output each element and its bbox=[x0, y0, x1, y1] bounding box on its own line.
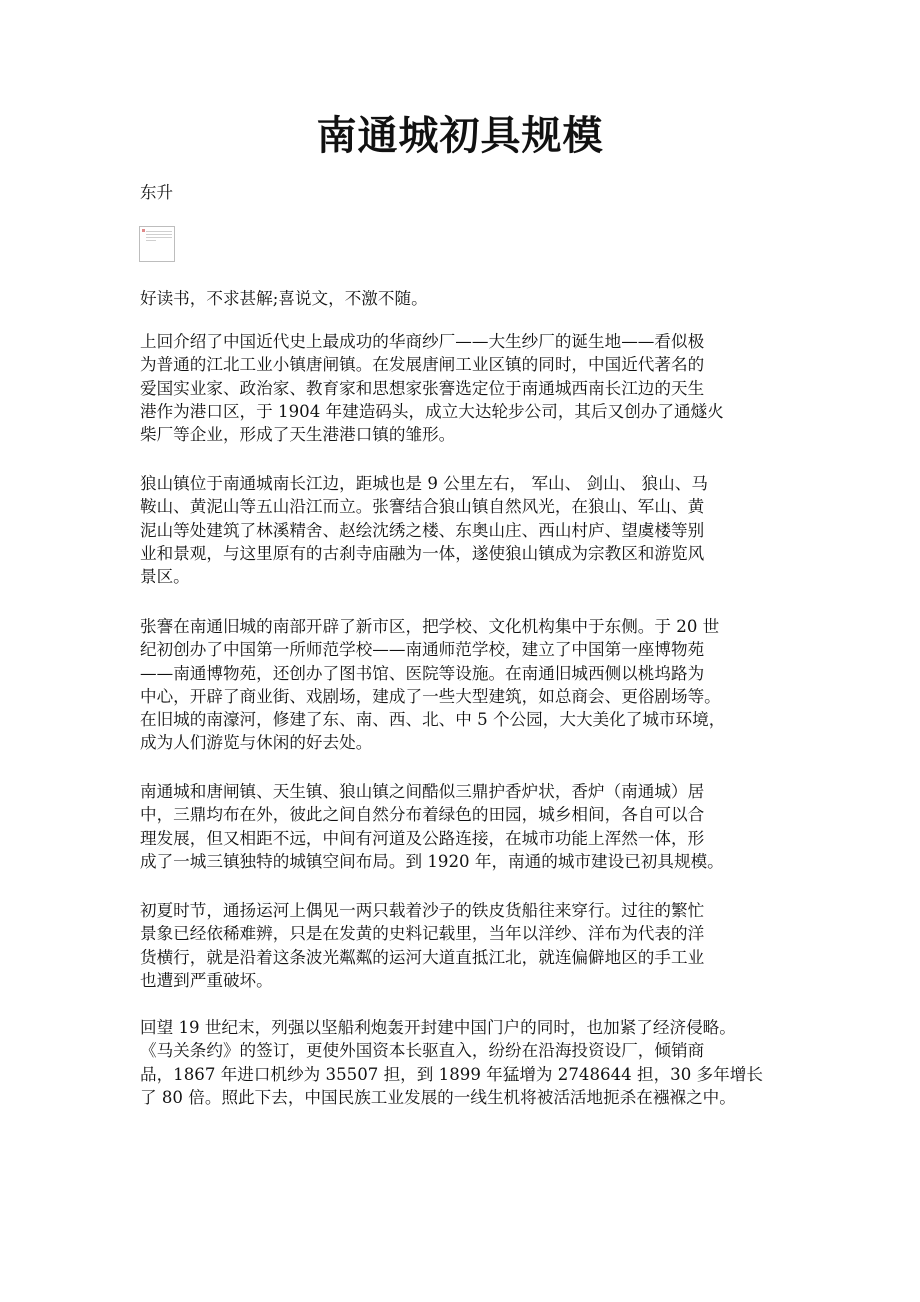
document-title: 南通城初具规模 bbox=[316, 113, 604, 159]
text-line: 上回介绍了中国近代史上最成功的华商纱厂——大生纱厂的诞生地——看似极 bbox=[140, 332, 705, 351]
text-line: 理发展，但又相距不远，中间有河道及公路连接，在城市功能上浑然一体，形 bbox=[140, 828, 705, 848]
text-line: 品，1867 年进口机纱为 35507 担，到 1899 年猛增为 2748644 担，30 多年增长 bbox=[140, 1064, 763, 1084]
text-line: 柴厂等企业，形成了天生港港口镇的雏形。 bbox=[140, 425, 456, 445]
text-line: 了 80 倍。照此下去，中国民族工业发展的一线生机将被活活地扼杀在襁褓之中。 bbox=[140, 1087, 736, 1107]
text-line: 纪初创办了中国第一所师范学校——南通师范学校，建立了中国第一座博物苑 bbox=[140, 640, 705, 660]
paragraph-2 bbox=[140, 472, 820, 588]
text-line: 成为人们游览与休闲的好去处。 bbox=[140, 733, 373, 753]
text-line: 鞍山、黄泥山等五山沿江而立。张謇结合狼山镇自然风光，在狼山、军山、黄 bbox=[140, 497, 705, 517]
text-line: 景象已经依稀难辨，只是在发黄的史料记载里，当年以洋纱、洋布为代表的洋 bbox=[140, 924, 705, 944]
text-line: 货横行，就是沿着这条波光粼粼的运河大道直抵江北，就连偏僻地区的手工业 bbox=[140, 947, 705, 967]
text-line: 狼山镇位于南通城南长江边，距城也是 9 公里左右， 军山、 剑山、 狼山、马 bbox=[140, 474, 708, 493]
broken-image-icon bbox=[142, 229, 145, 232]
author-name: 东升 bbox=[140, 183, 173, 202]
paragraph-4 bbox=[140, 780, 820, 873]
text-line: 中心，开辟了商业街、戏剧场，建成了一些大型建筑，如总商会、更俗剧场等。 bbox=[140, 686, 721, 706]
text-line: 也遭到严重破坏。 bbox=[140, 970, 273, 990]
text-line: 成了一城三镇独特的城镇空间布局。到 1920 年，南通的城市建设已初具规模。 bbox=[140, 851, 724, 871]
text-line: 张謇在南通旧城的南部开辟了新市区，把学校、文化机构集中于东侧。于 20 世 bbox=[140, 617, 720, 636]
text-line: 回望 19 世纪末，列强以坚船利炮轰开封建中国门户的同时，也加紧了经济侵略。 bbox=[140, 1018, 736, 1037]
text-line: 中，三鼎均布在外，彼此之间自然分布着绿色的田园，城乡相间，各自可以合 bbox=[140, 805, 705, 825]
paragraph-3 bbox=[140, 615, 820, 755]
paragraph-1 bbox=[140, 330, 820, 446]
text-line: 景区。 bbox=[140, 567, 190, 587]
paragraph-6 bbox=[140, 1016, 820, 1109]
text-line: 初夏时节，通扬运河上偶见一两只载着沙子的铁皮货船往来穿行。过往的繁忙 bbox=[140, 901, 705, 920]
text-line: 好读书，不求甚解;喜说文，不激不随。 bbox=[140, 289, 428, 308]
text-line: 在旧城的南濠河，修建了东、南、西、北、中 5 个公园，大大美化了城市环境， bbox=[140, 710, 726, 730]
text-line: ——南通博物苑，还创办了图书馆、医院等设施。在南通旧城西侧以桃坞路为 bbox=[140, 663, 705, 683]
text-line: 南通城和唐闸镇、天生镇、狼山镇之间酷似三鼎护香炉状，香炉（南通城）居 bbox=[140, 782, 705, 801]
text-line: 爱国实业家、政治家、教育家和思想家张謇选定位于南通城西南长江边的天生 bbox=[140, 378, 705, 398]
text-line: 泥山等处建筑了林溪精舍、赵绘沈绣之楼、东奥山庄、西山村庐、望虞楼等别 bbox=[140, 520, 705, 540]
paragraph-motto bbox=[140, 287, 820, 310]
text-line: 《马关条约》的签订，更使外国资本长驱直入，纷纷在沿海投资设厂，倾销商 bbox=[140, 1041, 705, 1061]
paragraph-5 bbox=[140, 899, 820, 992]
text-line: 港作为港口区，于 1904 年建造码头，成立大达轮步公司，其后又创办了通燧火 bbox=[140, 401, 724, 421]
embedded-image-thumbnail bbox=[139, 226, 175, 262]
text-line: 业和景观，与这里原有的古刹寺庙融为一体，遂使狼山镇成为宗教区和游览风 bbox=[140, 543, 705, 563]
text-line: 为普通的江北工业小镇唐闸镇。在发展唐闸工业区镇的同时，中国近代著名的 bbox=[140, 355, 705, 375]
